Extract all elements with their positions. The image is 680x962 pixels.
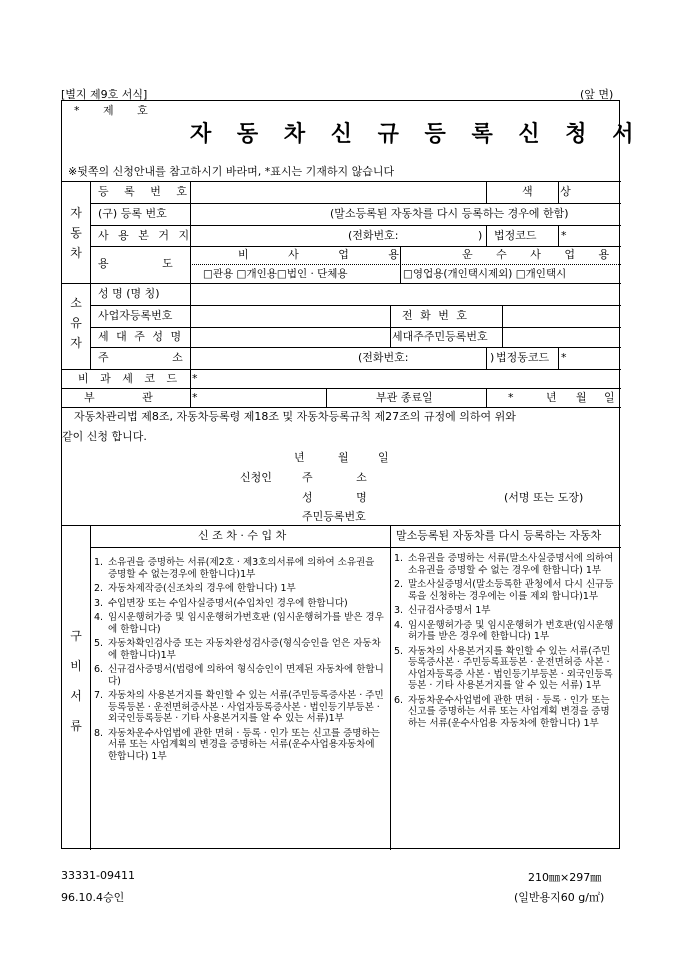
document-item	[394, 605, 616, 617]
document-item-number: 3.	[394, 605, 404, 616]
page-title: 자 동 차 신 규 등 록 신 청 서	[190, 121, 643, 147]
reg-no-label: 등 록 번 호	[98, 185, 193, 198]
commercial-options[interactable]: □영업용(개인택시제외) □개인택시	[403, 268, 567, 280]
document-item-text: 신규검사증명서(법령에 의하여 형식승인이 면제된 자동차에 한합니다)	[108, 664, 384, 687]
legal-code-star: *	[561, 229, 567, 242]
document-item-text: 임시운행허가증 및 임시운행허가번호판 (임시운행허가를 받은 경우에 한합니다)	[108, 612, 384, 635]
usage-label: 용 도	[98, 257, 173, 270]
document-item-text: 수입면장 또는 수입사실증명서(수입차인 경우에 한합니다)	[108, 597, 348, 609]
notice: ※뒷쪽의 신청안내를 참고하시기 바라며, *표시는 기재하지 않습니다	[68, 165, 395, 178]
document-item-number: 2.	[394, 579, 404, 590]
form-frame	[61, 100, 643, 849]
col-reregister-header: 말소등록된 자동차를 다시 등록하는 자동차	[396, 529, 602, 542]
statement-line1: 자동차관리법 제8조, 자동차등록령 제18조 및 자동차등록규칙 제27조의 규정에 의하여 위와	[74, 410, 516, 423]
document-item	[94, 690, 384, 725]
document-item-number: 1.	[94, 557, 104, 568]
document-item-text: 자동차확인검사증 또는 자동차완성검사증(형식승인을 얻은 자동차에 한합니다)1부	[108, 638, 381, 661]
end-date-star: *	[508, 391, 514, 404]
document-item-number: 8.	[94, 727, 104, 739]
document-item-text: 소유권을 증명하는 서류(말소사실증명서에 의하여 소유권을 증명할 수 없는 경우에 한합니다) 1부	[408, 553, 614, 576]
document-item-text: 말소사실증명서(말소등록한 관청에서 다시 신규등록을 신청하는 경우에는 이를 제외 합니다)1부	[408, 579, 614, 602]
applicant-name-label: 성 명	[302, 491, 367, 504]
document-item	[394, 646, 616, 692]
vehicle-section-label: 자동차	[70, 206, 82, 260]
document-item	[394, 695, 616, 730]
applicant-address-label: 주 소	[302, 471, 367, 484]
tax-code-star: *	[192, 372, 198, 385]
document-item-number: 2.	[94, 583, 104, 594]
biz-no-label: 사업자등록번호	[98, 309, 173, 322]
document-item-text: 신규검사증명서 1부	[408, 605, 491, 616]
document-item-number: 1.	[394, 553, 404, 564]
statement-line2: 같이 신청 합니다.	[62, 430, 147, 443]
old-reg-note: (말소등록된 자동차를 다시 등록하는 경우에 한함)	[330, 207, 569, 220]
noncommercial-options[interactable]: □관용 □개인용□법인 · 단체용	[203, 268, 348, 280]
end-month: 월	[576, 391, 587, 404]
legal-dong-label: 법정동코드	[496, 351, 550, 364]
base-location-label: 사 용 본 거 지	[98, 229, 193, 242]
document-item	[94, 664, 384, 687]
receipt-number: * 제 호	[74, 104, 158, 117]
end-year: 년	[546, 391, 557, 404]
document-item-text: 자동차제작증(신조차의 경우에 한합니다) 1부	[108, 583, 296, 594]
applicant-label: 신청인	[240, 471, 272, 484]
document-item-number: 7.	[94, 690, 104, 701]
householder-id-label: 세대주주민등록번호	[392, 330, 488, 343]
phone-no-label: 전 화 번 호	[402, 309, 469, 322]
document-item	[394, 553, 616, 576]
date-month: 월	[338, 451, 349, 464]
form-number: [별지 제9호 서식]	[61, 88, 148, 101]
document-item	[94, 598, 384, 610]
date-year: 년	[294, 451, 305, 464]
document-item-number: 6.	[94, 664, 104, 675]
document-item	[394, 620, 616, 643]
approval-date: 96.10.4승인	[61, 891, 125, 904]
owner-phone: (전화번호:	[358, 351, 409, 364]
owner-phone-close: )	[490, 351, 495, 364]
legal-dong-star: *	[561, 351, 567, 364]
vehicle-phone-close: )	[478, 229, 483, 242]
form-code: 33331-09411	[61, 869, 135, 882]
document-item	[94, 557, 384, 580]
document-item-number: 5.	[94, 638, 104, 649]
old-reg-no-label: (구) 등록 번호	[98, 207, 167, 220]
owner-section-label: 소유자	[70, 296, 82, 350]
noncommercial-label: 비 사 업 용	[238, 248, 417, 261]
condition-star: *	[192, 391, 198, 404]
document-item-text: 자동차의 사용본거지를 확인할 수 있는 서류(주민등록증사본 · 주민등록등본 · 운전면허증사본 · 사업자등록증사본 · 법인등기부등본 · 외국인등록등본 · 기타 사용본거지를 알 수 있는 서류)1부	[108, 690, 384, 724]
commercial-label: 운 수 사 업 용	[462, 248, 620, 261]
vehicle-phone: (전화번호:	[348, 229, 399, 242]
document-item-number: 4.	[394, 619, 404, 631]
resident-no-label: 주민등록번호	[302, 510, 366, 523]
signature-label: (서명 또는 도장)	[504, 491, 584, 504]
document-item	[394, 579, 616, 602]
condition-label: 부 관	[84, 391, 153, 404]
paper-size: 210㎜×297㎜	[528, 871, 602, 884]
documents-section-label: 구비서류	[70, 629, 82, 733]
document-item-text: 임시운행허가증 및 임시운행허가 번호판(임시운행허가를 받은 경우에 한합니다) 1부	[408, 619, 614, 642]
legal-code-label: 법정코드	[494, 229, 537, 242]
page-side: (앞 면)	[580, 88, 614, 101]
document-item	[94, 583, 384, 595]
owner-address-label: 주 소	[98, 351, 183, 364]
document-item-text: 소유권을 증명하는 서류(제2호 · 제3호의서류에 의하여 소유권을 증명할 수 없는경우에 한합니다)1부	[108, 557, 375, 580]
document-item-number: 5.	[394, 645, 404, 657]
document-item-text: 자동차의 사용본거지를 확인할 수 있는 서류(주민등록증사본 · 주민등록표등본 · 운전면허증 사본 · 사업자등록증 사본 · 법인등기부등본 · 외국인등록등본 · 기타 사용본거지를 알 수 있는 서류) 1부	[408, 645, 613, 691]
reregister-documents	[394, 553, 616, 732]
col-new-header: 신 조 차 · 수 입 차	[198, 529, 287, 542]
new-vehicle-documents	[94, 557, 384, 765]
date-day: 일	[378, 451, 389, 464]
end-day: 일	[604, 391, 615, 404]
document-item	[94, 612, 384, 635]
householder-label: 세 대 주 성 명	[98, 330, 184, 343]
owner-name-label: 성 명 (명 칭)	[98, 287, 160, 300]
color-label: 색 상	[522, 185, 583, 198]
tax-code-label: 비 과 세 코 드	[78, 372, 182, 385]
end-date-label: 부관 종료일	[376, 391, 433, 404]
document-item-text: 자동차운수사업법에 관한 면허 · 등록 · 인가 또는 신고를 증명하는 서류 또는 사업계획 변경을 증명하는 서류(운수사업용 자동차에 한합니다) 1부	[408, 694, 610, 729]
document-item	[94, 638, 384, 661]
document-item-number: 3.	[94, 597, 104, 609]
document-item	[94, 728, 384, 763]
paper-weight: (일반용지60 g/㎡)	[514, 891, 605, 904]
document-item-number: 4.	[94, 612, 104, 623]
document-item-text: 자동차운수사업법에 관한 면허 · 등록 · 인가 또는 신고를 증명하는서류 또는 사업계획의 변경을 증명하는 서류(운수사업용자동차에 한합니다) 1부	[108, 727, 380, 762]
document-item-number: 6.	[394, 694, 404, 706]
